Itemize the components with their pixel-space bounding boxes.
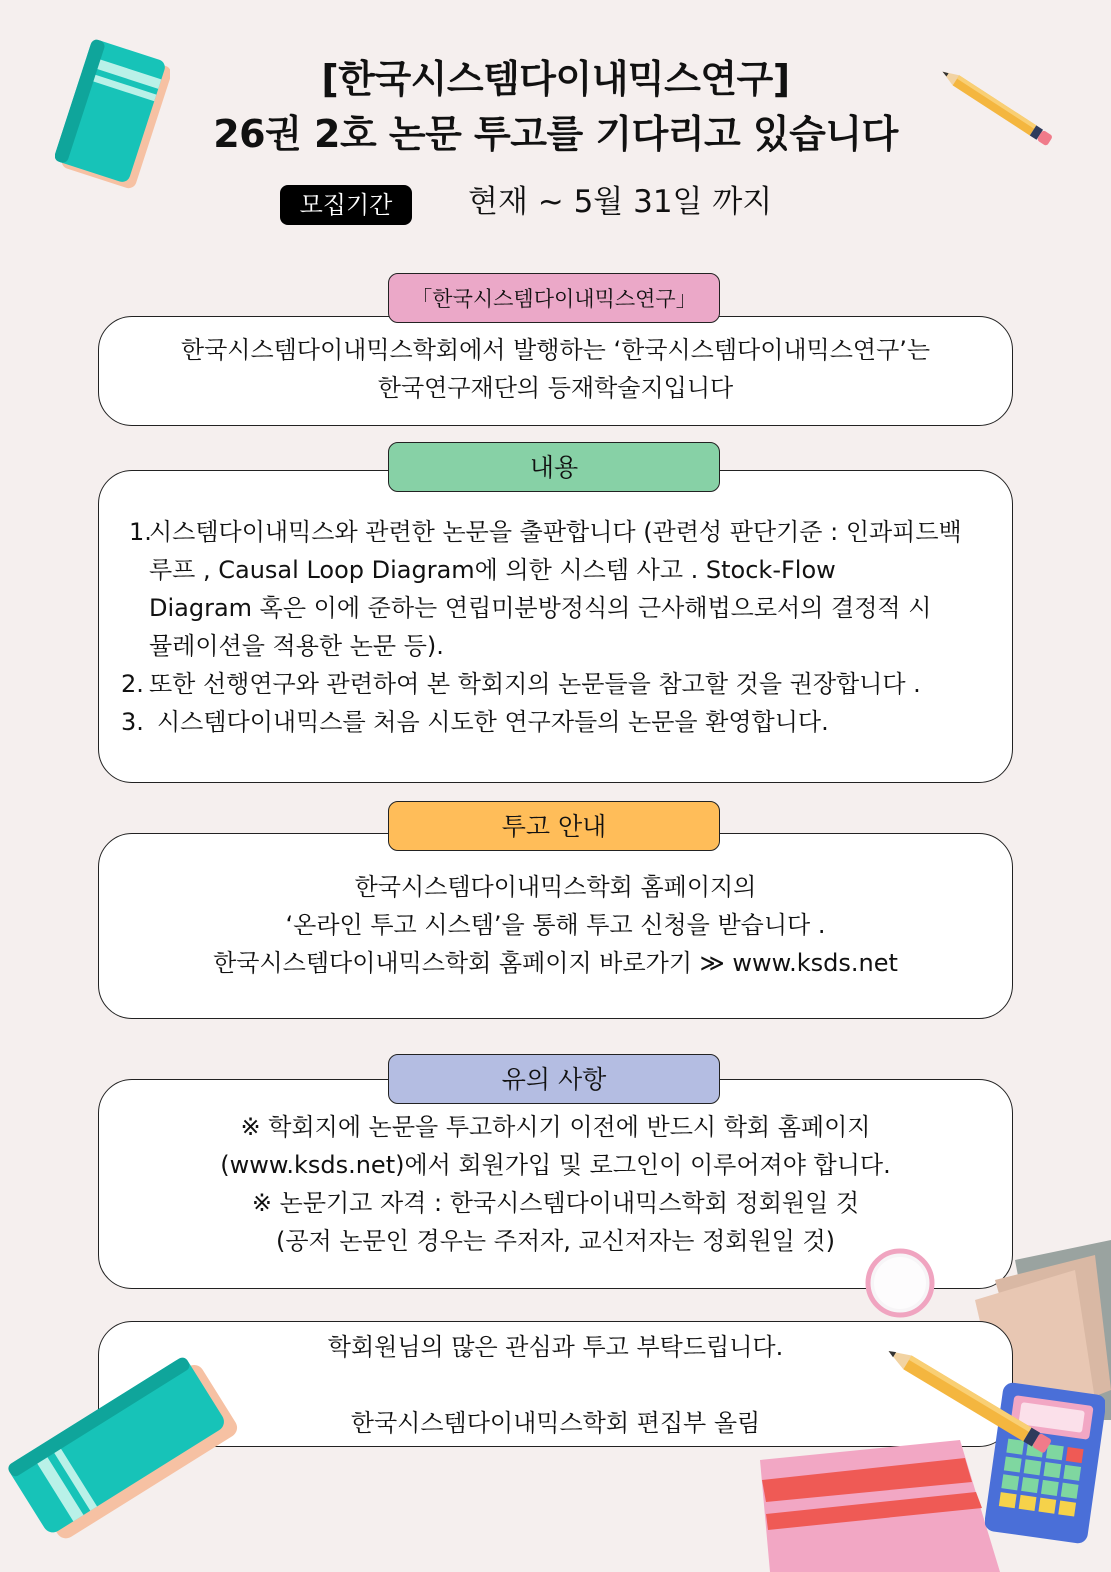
book-icon [760, 1440, 1020, 1572]
closing-signature: 한국시스템다이내믹스학회 편집부 올림 [350, 1409, 761, 1437]
submission-link-line[interactable]: 한국시스템다이내믹스학회 홈페이지 바로가기 ≫ www.ksds.net [213, 949, 898, 977]
content-tag: 내용 [388, 442, 720, 492]
content-item-line: 시스템다이내믹스를 처음 시도한 연구자들의 논문을 환영합니다. [157, 708, 829, 736]
journal-line: 한국연구재단의 등재학술지입니다 [377, 374, 734, 402]
content-item [99, 513, 1004, 665]
journal-tag: 「한국시스템다이내믹스연구」 [388, 273, 720, 323]
journal-line: 한국시스템다이내믹스학회에서 발행하는 ‘한국시스템다이내믹스연구’는 [180, 336, 931, 364]
notes-line: (www.ksds.net)에서 회원가입 및 로그인이 이루어져야 합니다. [220, 1151, 891, 1179]
page-title-line1: [한국시스템다이내믹스연구] [321, 57, 790, 101]
notes-line: (공저 논문인 경우는 주저자, 교신저자는 정회원일 것) [276, 1227, 835, 1255]
period-badge: 모집기간 [280, 185, 412, 225]
content-item-number: 2. [121, 670, 144, 698]
notes-line: ※ 학회지에 논문을 투고하시기 이전에 반드시 학회 홈페이지 [240, 1113, 871, 1141]
period-text: 현재 ~ 5월 31일 까지 [468, 184, 773, 220]
content-item-number: 1. [129, 518, 152, 546]
content-item-line: 루프 , Causal Loop Diagram에 의한 시스템 사고 . Stock-Flow [149, 556, 836, 584]
content-item-line: Diagram 혹은 이에 준하는 연립미분방정식의 근사해법으로서의 결정적 시 [149, 594, 932, 622]
notes-tag: 유의 사항 [388, 1054, 720, 1104]
notes-line: ※ 논문기고 자격 : 한국시스템다이내믹스학회 정회원일 것 [251, 1189, 860, 1217]
submission-box [98, 833, 1013, 1019]
content-item [99, 665, 1004, 703]
pencil-icon [875, 1345, 1065, 1455]
submission-tag: 투고 안내 [388, 801, 720, 851]
book-icon [0, 1345, 240, 1545]
submission-line: ‘온라인 투고 시스템’을 통해 투고 신청을 받습니다 . [285, 911, 826, 939]
content-item [99, 703, 1004, 741]
content-item-line: 시스템다이내믹스와 관련한 논문을 출판합니다 (관련성 판단기준 : 인과피드백 [149, 518, 962, 546]
content-item-line: 뮬레이션을 적용한 논문 등). [149, 632, 444, 660]
submission-line: 한국시스템다이내믹스학회 홈페이지의 [354, 873, 757, 901]
closing-line: 학회원님의 많은 관심과 투고 부탁드립니다. [327, 1333, 784, 1361]
content-box [98, 470, 1013, 783]
content-item-number: 3. [121, 708, 144, 736]
content-item-line: 또한 선행연구와 관련하여 본 학회지의 논문들을 참고할 것을 권장합니다 . [149, 670, 921, 698]
page-title-line2: 26권 2호 논문 투고를 기다리고 있습니다 [213, 112, 898, 156]
journal-box [98, 316, 1013, 426]
